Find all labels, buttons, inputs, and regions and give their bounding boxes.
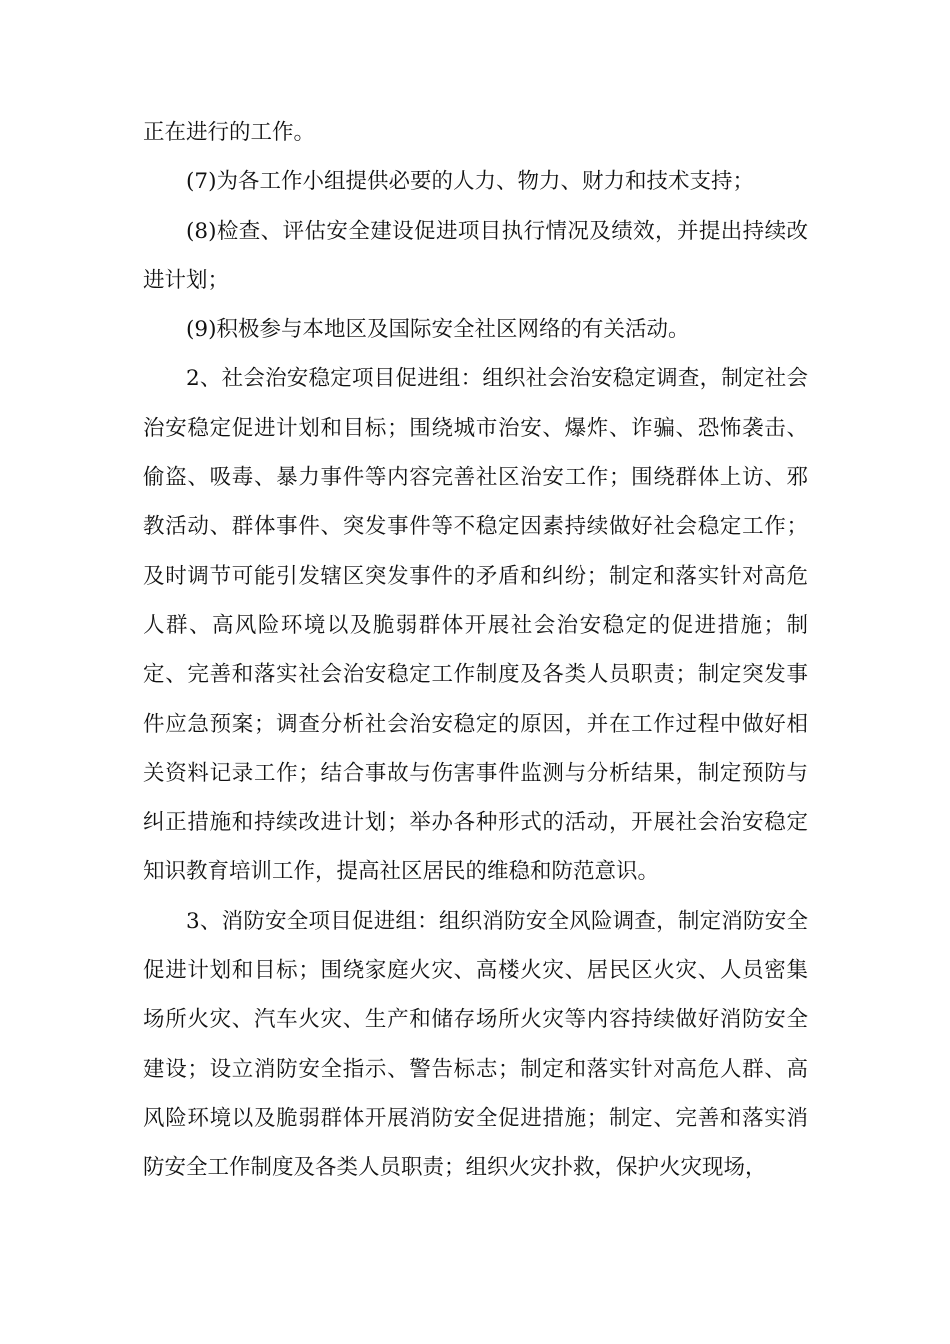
paragraph-section-2: 2、社会治安稳定项目促进组：组织社会治安稳定调查，制定社会治安稳定促进计划和目标；围绕城市治安、爆炸、诈骗、恐怖袭击、偷盗、吸毒、暴力事件等内容完善社区治安工作；围绕群体上访、邪教活动、群体事件、突发事件等不稳定因素持续做好社会稳定工作；及时调节可能引发辖区突发事件的矛盾和纠纷；制定和落实针对高危人群、高风险环境以及脆弱群体开展社会治安稳定的促进措施；制定、完善和落实社会治安稳定工作制度及各类人员职责；制定突发事件应急预案；调查分析社会治安稳定的原因，并在工作过程中做好相关资料记录工作；结合事故与伤害事件监测与分析结果，制定预防与纠正措施和持续改进计划；举办各种形式的活动，开展社会治安稳定知识教育培训工作，提高社区居民的维稳和防范意识。 — [143, 366, 808, 885]
paragraph-section-3: 3、消防安全项目促进组：组织消防安全风险调查，制定消防安全促进计划和目标；围绕家庭火灾、高楼火灾、居民区火灾、人员密集场所火灾、汽车火灾、生产和储存场所火灾等内容持续做好消防安全建设；设立消防安全指示、警告标志；制定和落实针对高危人群、高风险环境以及脆弱群体开展消防安全促进措施；制定、完善和落实消防安全工作制度及各类人员职责；组织火灾扑救，保护火灾现场， — [143, 908, 808, 1181]
paragraph-continuation: 正在进行的工作。 — [143, 120, 316, 145]
document-body — [143, 108, 808, 1193]
paragraph-item-9: (9)积极参与本地区及国际安全社区网络的有关活动。 — [186, 317, 690, 343]
paragraph-item-7: (7)为各工作小组提供必要的人力、物力、财力和技术支持； — [186, 169, 754, 195]
paragraph-item-8: (8)检查、评估安全建设促进项目执行情况及绩效，并提出持续改进计划； — [143, 218, 808, 293]
